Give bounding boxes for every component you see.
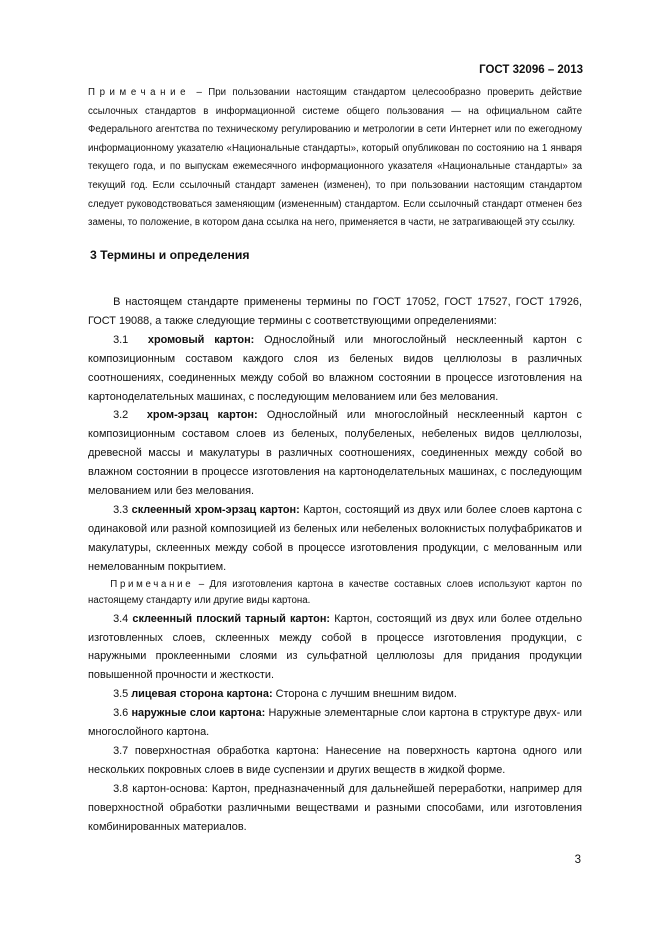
note-reference-standards: Примечание – При пользовании настоящим стандартом целесообразно проверить действие ссылочных стандартов в информационной системе общего пользования — на официальном сайте Федерального агентства по техническому регулированию и метрологии в сети Интернет или по ежегодному информационному указателю «Национальные стандарты», который опубликован по состоянию на 1 января текущего года, и по выпускам ежемесячного информационного указателя «Национальные стандарты» за текущий год. Если ссылочный стандарт заменен (изменен), то при пользовании настоящим стандартом следует руководствоваться заменяющим (измененным) стандартом. Если ссылочный стандарт отменен без замены, то положение, в котором дана ссылка на него, применяется в части, не затрагивающей эту ссылку. [88,87,582,229]
term-name: склеенный хром-эрзац картон: [131,503,300,516]
term-3-2: 3.2 хром-эрзац картон: Однослойный или многослойный несклеенный картон с композиционным составом слоев из беленых, полубеленых, небеленых видов целлюлозы, древесной массы и макулатуры в различных соотношениях, соединенных между собой во влажном состоянии в процессе изготовления на картоноделательных машинах, с последующим мелованием или без мелования. [88,409,582,498]
term-3-4: 3.4 склеенный плоский тарный картон: Картон, состоящий из двух или более отдельно изготовленных слоев, склеенных между собой в процессе изготовления продукции, с наружными проклеенными слоями из сульфатной целлюлозы для придания продукции повышенной прочности и жесткости. [88,612,582,682]
term-name: хром-эрзац картон: [146,409,258,422]
intro-paragraph: В настоящем стандарте применены термины по ГОСТ 17052, ГОСТ 17527, ГОСТ 17926, ГОСТ 19088, а также следующие термины с соответствующими определениями: [88,296,582,327]
term-definition: Наружные элементарные слои картона в структуре двух- или многослойного картона. [88,707,583,739]
term-3-5: 3.5 лицевая сторона картона: Сторона с лучшим внешним видом. [113,688,457,701]
term-definition: Картон, состоящий из двух или более отдельно изготовленных слоев, склеенных между собой в процессе изготовления продукции, с наружными проклеенными слоями из сульфатной целлюлозы для придания продукции повышенной прочности и жесткости. [88,612,582,682]
term-3-7: 3.7 поверхностная обработка картона: Нанесение на поверхность картона одного или нескольких покровных слоев в виде суспензии и других веществ в жидкой форме. [88,744,582,776]
term-name: лицевая сторона картона: [131,688,273,701]
note-label: Примечание [110,578,194,590]
note-composite-board: Примечание – Для изготовления картона в качестве составных слоев используют картон по настоящему стандарту или другие виды картона. [88,578,582,607]
section-body [88,293,582,836]
term-definition: картон-основа: Картон, предназначенный для дальнейшей переработки, например для поверхностной обработки различными веществами и разными способами, или изготовления комбинированных материалов. [88,782,583,833]
note-text: Для изготовления картона в качестве составных слоев используют картон по настоящему стандарту или другие виды картона. [88,578,582,607]
document-header: ГОСТ 32096 – 2013 [479,64,583,76]
page-number: 3 [574,854,581,866]
term-3-3: 3.3 склеенный хром-эрзац картон: Картон, состоящий из двух или более слоев картона с одинаковой или разной композицией из беленых или небеленых волокнистых полуфабрикатов и макулатуры, склеенных между собой в процессе изготовления продукции, с мелованным или немелованным покрытием. [88,503,583,573]
term-3-1: 3.1 хромовый картон: Однослойный или многослойный несклеенный картон с композиционным составом каждого слоя из беленых видов целлюлозы в различных соотношениях, соединенных между собой во влажном состоянии в процессе изготовления на картоноделательных машинах, с последующим мелованием или без мелования. [88,333,582,403]
note-text: При пользовании настоящим стандартом целесообразно проверить действие ссылочных стандартов в информационной системе общего пользования — на официальном сайте Федерального агентства по техническому регулированию и метрологии в сети Интернет или по ежегодному информационному указателю «Национальные стандарты», который опубликован по состоянию на 1 января текущего года, и по выпускам ежемесячного информационного указателя «Национальные стандарты» за текущий год. Если ссылочный стандарт заменен (изменен), то при пользовании настоящим стандартом следует руководствоваться заменяющим (измененным) стандартом. Если ссылочный стандарт отменен без замены, то положение, в котором дана ссылка на него, применяется в части, не затрагивающей эту ссылку. [88,87,582,229]
term-3-6: 3.6 наружные слои картона: Наружные элементарные слои картона в структуре двух- или многослойного картона. [88,707,583,739]
term-name: наружные слои картона: [131,707,266,720]
term-definition: Сторона с лучшим внешним видом. [272,688,457,701]
term-3-8: 3.8 картон-основа: Картон, предназначенный для дальнейшей переработки, например для поверхностной обработки различными веществами и разными способами, или изготовления комбинированных материалов. [88,782,583,833]
term-definition: поверхностная обработка картона: Нанесение на поверхность картона одного или нескольких покровных слоев в виде суспензии и других веществ в жидкой форме. [88,744,582,776]
note-label: Примечание [88,87,191,98]
section-title: 3 Термины и определения [90,248,250,262]
term-definition: Однослойный или многослойный несклеенный картон с композиционным составом слоев из беленых, полубеленых, небеленых видов целлюлозы, древесной массы и макулатуры в различных соотношениях, соединенных между собой во влажном состоянии в процессе изготовления на картоноделательных машинах, с последующим мелованием или без мелования. [88,409,582,498]
term-name: хромовый картон [147,333,251,346]
term-name: склеенный плоский тарный картон: [132,612,331,625]
term-definition: Картон, состоящий из двух или более слоев картона с одинаковой или разной композицией из беленых или небеленых волокнистых полуфабрикатов и макулатуры, склеенных между собой в процессе изготовления продукции, с мелованным или немелованным покрытием. [88,503,583,573]
term-definition: Однослойный или многослойный несклеенный картон с композиционным составом каждого слоя из беленых видов целлюлозы в различных соотношениях, соединенных между собой во влажном состоянии в процессе изготовления на картоноделательных машинах, с последующим мелованием или без мелования. [88,333,582,403]
